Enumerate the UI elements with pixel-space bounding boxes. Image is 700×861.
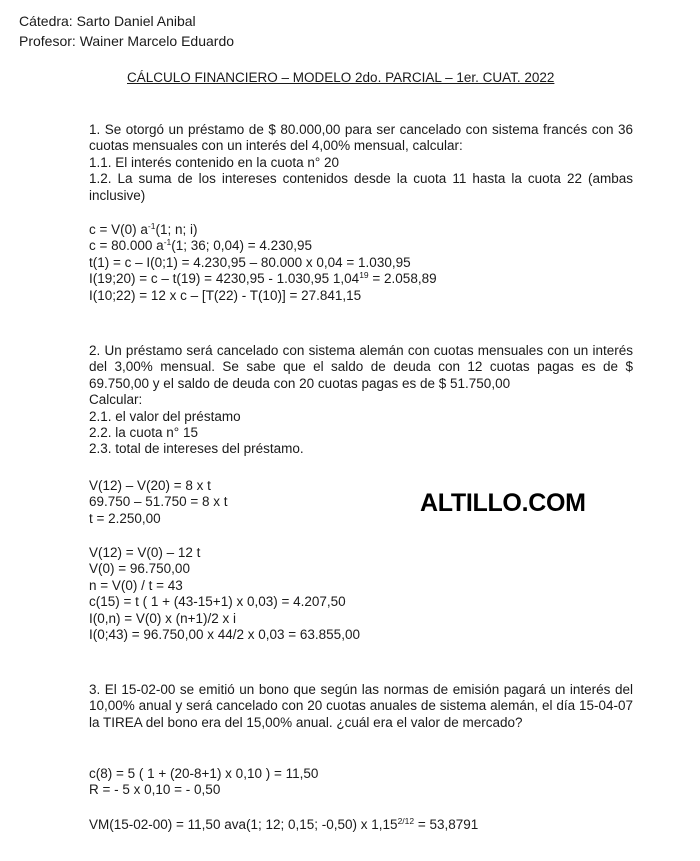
exercise-2-solution-b <box>89 545 633 643</box>
exercise-3-solution-b <box>89 817 633 833</box>
exercise-2-step-7: c(15) = t ( 1 + (43-15+1) x 0,03) = 4.207,50 <box>89 594 346 610</box>
exercise-1-installment: c = 80.000 $a^{-1}(1$; 36; 0,04) = 4.230,95 <box>89 237 312 254</box>
exercise-2-question-2: 2.2. la cuota n° 15 <box>89 425 198 441</box>
exercise-2-calcular: Calcular: <box>89 392 143 408</box>
exercise-1-statement: 1. Se otorgó un préstamo de $ 80.000,00 para ser cancelado con sistema francés con 36 cuotas mensuales con un interés del 4,00% mensual, calcular: <box>89 122 633 154</box>
exercise-2-statement-block <box>89 343 633 458</box>
exercise-3-market-value: VM(15-02-00) = 11,50 ava(1; 12; 0,15; -0,50) x $1,15^{2/12} = 53,8791$ <box>89 816 479 832</box>
exercise-1-formula: c = V(0) $a^{-1}(1$; n; i) <box>89 221 198 237</box>
document-title: CÁLCULO FINANCIERO – MODELO 2do. PARCIAL – 1er. CUAT. 2022 <box>127 70 555 85</box>
exercise-2-question-3: 2.3. total de intereses del préstamo. <box>89 441 304 457</box>
exercise-1-first-amortization: t(1) = c – I(0;1) = 4.230,95 – 80.000 x 0,04 = 1.030,95 <box>89 254 411 270</box>
exercise-2-step-2: 69.750 – 51.750 = 8 x t <box>89 494 228 510</box>
exercise-2-step-8: I(0,n) = V(0) x (n+1)/2 x i <box>89 610 237 626</box>
exercise-3-statement-block <box>89 682 633 731</box>
exercise-2-question-1: 2.1. el valor del préstamo <box>89 408 241 424</box>
exercise-2-step-5: V(0) = 96.750,00 <box>89 561 190 577</box>
catedra-line: Cátedra: Sarto Daniel Anibal <box>19 13 196 29</box>
exercise-1-statement-block <box>89 122 633 204</box>
exercise-2-step-1: V(12) – V(20) = 8 x t <box>89 478 211 493</box>
exercise-2-step-6: n = V(0) / t = 43 <box>89 577 183 593</box>
exercise-2-step-4: V(12) = V(0) – 12 t <box>89 545 201 560</box>
exercise-2-step-3: t = 2.250,00 <box>89 510 161 526</box>
profesor-line: Profesor: Wainer Marcelo Eduardo <box>19 33 235 49</box>
exercise-3-step-2: R = - 5 x 0,10 = - 0,50 <box>89 782 221 798</box>
exercise-2-statement: 2. Un préstamo será cancelado con sistema alemán con cuotas mensuales con un interés del 3,00% mensual. Se sabe que el saldo de deuda con 12 cuotas pagas es de $ 69.750,00 y el saldo de deuda con 20 cuotas pagas es de $ 51.750,00 <box>89 343 633 391</box>
exercise-3-statement: 3. El 15-02-00 se emitió un bono que según las normas de emisión pagará un interés del 10,00% anual y será cancelado con 20 cuotas anuales de sistema alemán, el día 15-04-07 la TIREA del bono era del 15,00% anual. ¿cuál era el valor de mercado? <box>89 682 633 730</box>
exercise-2-step-9: I(0;43) = 96.750,00 x 44/2 x 0,03 = 63.855,00 <box>89 627 360 643</box>
exercise-1-solution <box>89 222 633 304</box>
exercise-1-question-2: 1.2. La suma de los intereses contenidos desde la cuota 11 hasta la cuota 22 (ambas inclusive) <box>89 171 633 203</box>
altillo-watermark: ALTILLO.COM <box>420 489 586 517</box>
exercise-1-interest-20: I(19;20) = c – t(19) = 4230,95 - 1.030,95 $1,04^{19} = 2.058,89$ <box>89 270 437 287</box>
exercise-3-step-1: c(8) = 5 ( 1 + (20-8+1) x 0,10 ) = 11,50 <box>89 766 319 781</box>
exercise-1-interest-sum: I(10;22) = 12 x c – [T(22) - T(10)] = 27.841,15 <box>89 287 362 303</box>
exercise-1-question-1: 1.1. El interés contenido en la cuota n° 20 <box>89 154 340 170</box>
exercise-3-solution-a <box>89 766 633 799</box>
